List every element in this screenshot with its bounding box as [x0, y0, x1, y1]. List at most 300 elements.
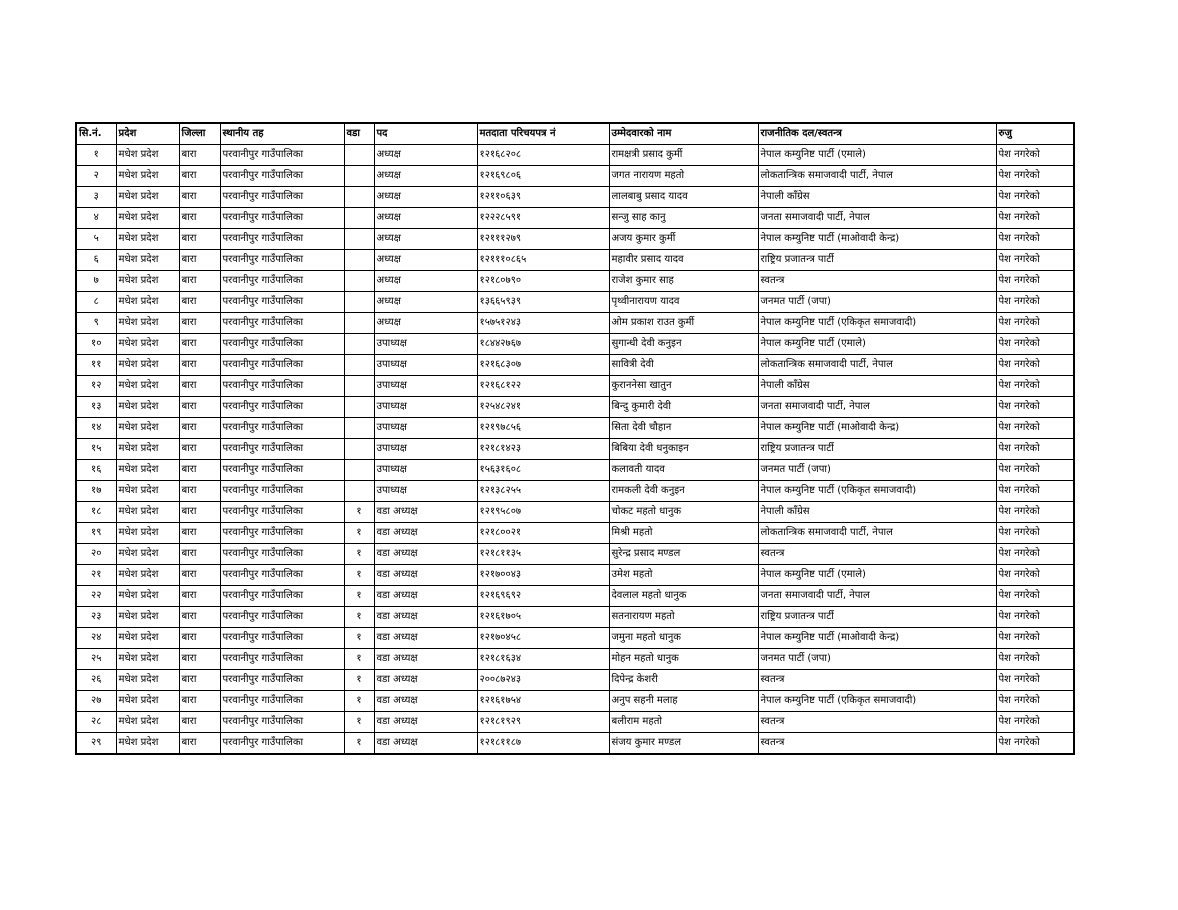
candidate-table: [75, 122, 1075, 755]
cell-province: मधेश प्रदेश: [116, 292, 179, 313]
table-row: [76, 418, 1074, 439]
cell-province: मधेश प्रदेश: [116, 208, 179, 229]
cell-local-level: परवानीपुर गाउँपालिका: [220, 145, 344, 166]
cell-serial: ९: [76, 313, 116, 334]
cell-party: स्वतन्त्र: [758, 544, 996, 565]
cell-local-level: परवानीपुर गाउँपालिका: [220, 418, 344, 439]
cell-serial: ७: [76, 271, 116, 292]
table-row: [76, 439, 1074, 460]
cell-post: वडा अध्यक्ष: [374, 691, 477, 712]
table-row: [76, 733, 1074, 755]
cell-voter-id: १२१८११३५: [477, 544, 609, 565]
cell-candidate-name: सावित्री देवी: [609, 355, 758, 376]
cell-district: बारा: [179, 145, 220, 166]
cell-candidate-name: बिबिया देवी धनुकाइन: [609, 439, 758, 460]
cell-serial: ६: [76, 250, 116, 271]
cell-ward: [344, 313, 374, 334]
cell-province: मधेश प्रदेश: [116, 649, 179, 670]
cell-serial: २५: [76, 649, 116, 670]
cell-candidate-name: सुरेन्द्र प्रसाद मण्डल: [609, 544, 758, 565]
cell-voter-id: १५६३१६०८: [477, 460, 609, 481]
cell-candidate-name: मिश्री महतो: [609, 523, 758, 544]
cell-voter-id: १२१६१७०५: [477, 607, 609, 628]
cell-status: पेश नगरेको: [996, 145, 1074, 166]
cell-province: मधेश प्रदेश: [116, 628, 179, 649]
cell-province: मधेश प्रदेश: [116, 670, 179, 691]
cell-status: पेश नगरेको: [996, 670, 1074, 691]
cell-voter-id: १२१६८१२२: [477, 376, 609, 397]
cell-post: वडा अध्यक्ष: [374, 523, 477, 544]
cell-voter-id: १२१८११८७: [477, 733, 609, 755]
cell-voter-id: १२१३८२५५: [477, 481, 609, 502]
cell-province: मधेश प्रदेश: [116, 502, 179, 523]
cell-party: जनता समाजवादी पार्टी, नेपाल: [758, 208, 996, 229]
cell-party: लोकतान्त्रिक समाजवादी पार्टी, नेपाल: [758, 166, 996, 187]
cell-district: बारा: [179, 691, 220, 712]
cell-post: उपाध्यक्ष: [374, 418, 477, 439]
cell-status: पेश नगरेको: [996, 229, 1074, 250]
cell-post: अध्यक्ष: [374, 292, 477, 313]
cell-local-level: परवानीपुर गाउँपालिका: [220, 355, 344, 376]
cell-post: उपाध्यक्ष: [374, 481, 477, 502]
cell-candidate-name: सन्जु साह कानु: [609, 208, 758, 229]
cell-serial: १७: [76, 481, 116, 502]
cell-serial: १५: [76, 439, 116, 460]
cell-district: बारा: [179, 250, 220, 271]
cell-ward: १: [344, 691, 374, 712]
table-row: [76, 355, 1074, 376]
cell-status: पेश नगरेको: [996, 208, 1074, 229]
cell-local-level: परवानीपुर गाउँपालिका: [220, 565, 344, 586]
cell-province: मधेश प्रदेश: [116, 439, 179, 460]
cell-post: उपाध्यक्ष: [374, 376, 477, 397]
cell-post: वडा अध्यक्ष: [374, 712, 477, 733]
cell-voter-id: १५७५१२४३: [477, 313, 609, 334]
cell-province: मधेश प्रदेश: [116, 733, 179, 755]
cell-voter-id: १२१८००२१: [477, 523, 609, 544]
cell-province: मधेश प्रदेश: [116, 250, 179, 271]
cell-candidate-name: बलीराम महतो: [609, 712, 758, 733]
cell-ward: १: [344, 586, 374, 607]
cell-province: मधेश प्रदेश: [116, 397, 179, 418]
cell-ward: [344, 229, 374, 250]
cell-voter-id: १२१७०४५८: [477, 628, 609, 649]
cell-local-level: परवानीपुर गाउँपालिका: [220, 649, 344, 670]
table-row: [76, 145, 1074, 166]
table-row: [76, 229, 1074, 250]
table-header-row: [76, 123, 1074, 145]
cell-post: अध्यक्ष: [374, 313, 477, 334]
cell-candidate-name: महावीर प्रसाद यादव: [609, 250, 758, 271]
table-row: [76, 271, 1074, 292]
cell-ward: [344, 376, 374, 397]
cell-status: पेश नगरेको: [996, 439, 1074, 460]
cell-province: मधेश प्रदेश: [116, 166, 179, 187]
cell-party: स्वतन्त्र: [758, 712, 996, 733]
cell-ward: १: [344, 523, 374, 544]
cell-ward: १: [344, 670, 374, 691]
cell-status: पेश नगरेको: [996, 712, 1074, 733]
cell-district: बारा: [179, 166, 220, 187]
cell-post: अध्यक्ष: [374, 229, 477, 250]
header-voter-id: मतदाता परिचयपत्र नं: [477, 123, 609, 145]
cell-status: पेश नगरेको: [996, 313, 1074, 334]
cell-post: उपाध्यक्ष: [374, 460, 477, 481]
table-row: [76, 460, 1074, 481]
header-local-level: स्थानीय तह: [220, 123, 344, 145]
cell-ward: [344, 481, 374, 502]
header-post: पद: [374, 123, 477, 145]
cell-local-level: परवानीपुर गाउँपालिका: [220, 187, 344, 208]
cell-party: जनमत पार्टी (जपा): [758, 460, 996, 481]
cell-party: नेपाल कम्युनिष्ट पार्टी (एमाले): [758, 145, 996, 166]
table-row: [76, 292, 1074, 313]
cell-candidate-name: कलावती यादव: [609, 460, 758, 481]
cell-ward: १: [344, 712, 374, 733]
cell-post: वडा अध्यक्ष: [374, 628, 477, 649]
cell-party: स्वतन्त्र: [758, 271, 996, 292]
cell-ward: १: [344, 733, 374, 755]
cell-status: पेश नगरेको: [996, 523, 1074, 544]
cell-candidate-name: चोकट महतो धानुक: [609, 502, 758, 523]
cell-serial: १०: [76, 334, 116, 355]
cell-district: बारा: [179, 418, 220, 439]
cell-province: मधेश प्रदेश: [116, 355, 179, 376]
table-row: [76, 166, 1074, 187]
cell-post: वडा अध्यक्ष: [374, 502, 477, 523]
cell-district: बारा: [179, 523, 220, 544]
cell-local-level: परवानीपुर गाउँपालिका: [220, 544, 344, 565]
cell-status: पेश नगरेको: [996, 691, 1074, 712]
cell-voter-id: १२१६९६९२: [477, 586, 609, 607]
cell-local-level: परवानीपुर गाउँपालिका: [220, 460, 344, 481]
cell-local-level: परवानीपुर गाउँपालिका: [220, 166, 344, 187]
header-province: प्रदेश: [116, 123, 179, 145]
cell-province: मधेश प्रदेश: [116, 271, 179, 292]
cell-voter-id: २००८७२४३: [477, 670, 609, 691]
cell-voter-id: १२१९७८५६: [477, 418, 609, 439]
cell-local-level: परवानीपुर गाउँपालिका: [220, 292, 344, 313]
cell-post: उपाध्यक्ष: [374, 355, 477, 376]
cell-local-level: परवानीपुर गाउँपालिका: [220, 376, 344, 397]
cell-local-level: परवानीपुर गाउँपालिका: [220, 208, 344, 229]
cell-district: बारा: [179, 292, 220, 313]
cell-serial: ३: [76, 187, 116, 208]
cell-post: वडा अध्यक्ष: [374, 544, 477, 565]
cell-party: राष्ट्रिय प्रजातन्त्र पार्टी: [758, 250, 996, 271]
cell-party: नेपाल कम्युनिष्ट पार्टी (एकिकृत समाजवादी): [758, 313, 996, 334]
cell-ward: [344, 208, 374, 229]
cell-voter-id: १२१९५८०७: [477, 502, 609, 523]
cell-ward: [344, 439, 374, 460]
cell-district: बारा: [179, 334, 220, 355]
cell-voter-id: १२१६८३०७: [477, 355, 609, 376]
cell-district: बारा: [179, 733, 220, 755]
cell-candidate-name: लालबाबु प्रसाद यादव: [609, 187, 758, 208]
cell-ward: [344, 250, 374, 271]
cell-district: बारा: [179, 586, 220, 607]
cell-party: नेपाली काँग्रेस: [758, 502, 996, 523]
cell-party: राष्ट्रिय प्रजातन्त्र पार्टी: [758, 439, 996, 460]
cell-candidate-name: राजेश कुमार साह: [609, 271, 758, 292]
cell-district: बारा: [179, 460, 220, 481]
cell-serial: ४: [76, 208, 116, 229]
cell-local-level: परवानीपुर गाउँपालिका: [220, 691, 344, 712]
cell-serial: १४: [76, 418, 116, 439]
cell-district: बारा: [179, 397, 220, 418]
cell-ward: [344, 355, 374, 376]
header-serial: सि.नं.: [76, 123, 116, 145]
cell-district: बारा: [179, 607, 220, 628]
cell-province: मधेश प्रदेश: [116, 418, 179, 439]
cell-candidate-name: मोहन महतो धानुक: [609, 649, 758, 670]
cell-post: अध्यक्ष: [374, 250, 477, 271]
cell-district: बारा: [179, 376, 220, 397]
cell-party: जनमत पार्टी (जपा): [758, 292, 996, 313]
cell-province: मधेश प्रदेश: [116, 187, 179, 208]
cell-serial: २४: [76, 628, 116, 649]
table-row: [76, 712, 1074, 733]
cell-status: पेश नगरेको: [996, 628, 1074, 649]
cell-status: पेश नगरेको: [996, 586, 1074, 607]
cell-local-level: परवानीपुर गाउँपालिका: [220, 481, 344, 502]
cell-district: बारा: [179, 355, 220, 376]
cell-serial: २६: [76, 670, 116, 691]
cell-province: मधेश प्रदेश: [116, 313, 179, 334]
cell-candidate-name: जमुना महतो धानुक: [609, 628, 758, 649]
cell-candidate-name: दिपेन्द्र केशरी: [609, 670, 758, 691]
cell-province: मधेश प्रदेश: [116, 544, 179, 565]
cell-serial: १२: [76, 376, 116, 397]
cell-district: बारा: [179, 439, 220, 460]
table-row: [76, 628, 1074, 649]
cell-district: बारा: [179, 187, 220, 208]
cell-party: नेपाल कम्युनिष्ट पार्टी (एकिकृत समाजवादी): [758, 481, 996, 502]
cell-party: नेपाल कम्युनिष्ट पार्टी (माओवादी केन्द्र): [758, 418, 996, 439]
cell-post: उपाध्यक्ष: [374, 439, 477, 460]
cell-local-level: परवानीपुर गाउँपालिका: [220, 670, 344, 691]
cell-voter-id: १२११०६३९: [477, 187, 609, 208]
cell-post: उपाध्यक्ष: [374, 397, 477, 418]
cell-voter-id: १२१८०७९०: [477, 271, 609, 292]
cell-province: मधेश प्रदेश: [116, 712, 179, 733]
cell-district: बारा: [179, 712, 220, 733]
cell-party: जनता समाजवादी पार्टी, नेपाल: [758, 397, 996, 418]
cell-party: लोकतान्त्रिक समाजवादी पार्टी, नेपाल: [758, 355, 996, 376]
cell-serial: १६: [76, 460, 116, 481]
cell-local-level: परवानीपुर गाउँपालिका: [220, 607, 344, 628]
header-party: राजनीतिक दल/स्वतन्त्र: [758, 123, 996, 145]
table-row: [76, 691, 1074, 712]
cell-ward: १: [344, 565, 374, 586]
cell-province: मधेश प्रदेश: [116, 334, 179, 355]
cell-post: वडा अध्यक्ष: [374, 733, 477, 755]
cell-voter-id: १८४४२७६७: [477, 334, 609, 355]
cell-voter-id: १२१८१९२९: [477, 712, 609, 733]
cell-candidate-name: पृथ्वीनारायण यादव: [609, 292, 758, 313]
cell-ward: [344, 187, 374, 208]
cell-voter-id: १२१८१६३४: [477, 649, 609, 670]
table-row: [76, 670, 1074, 691]
cell-serial: ११: [76, 355, 116, 376]
cell-province: मधेश प्रदेश: [116, 523, 179, 544]
table-row: [76, 586, 1074, 607]
cell-serial: ५: [76, 229, 116, 250]
cell-candidate-name: जगत नारायण महतो: [609, 166, 758, 187]
header-status: रुजु: [996, 123, 1074, 145]
cell-party: नेपाल कम्युनिष्ट पार्टी (माओवादी केन्द्र): [758, 229, 996, 250]
cell-voter-id: १२१६९८०६: [477, 166, 609, 187]
cell-party: नेपाली काँग्रेस: [758, 376, 996, 397]
cell-party: नेपाल कम्युनिष्ट पार्टी (एमाले): [758, 334, 996, 355]
cell-voter-id: १२१११२७९: [477, 229, 609, 250]
cell-status: पेश नगरेको: [996, 565, 1074, 586]
cell-district: बारा: [179, 208, 220, 229]
header-district: जिल्ला: [179, 123, 220, 145]
cell-post: वडा अध्यक्ष: [374, 670, 477, 691]
table-row: [76, 208, 1074, 229]
cell-candidate-name: उमेश महतो: [609, 565, 758, 586]
cell-status: पेश नगरेको: [996, 376, 1074, 397]
table-row: [76, 502, 1074, 523]
cell-status: पेश नगरेको: [996, 733, 1074, 755]
cell-status: पेश नगरेको: [996, 334, 1074, 355]
cell-local-level: परवानीपुर गाउँपालिका: [220, 439, 344, 460]
cell-post: अध्यक्ष: [374, 187, 477, 208]
cell-candidate-name: अजय कुमार कुर्मी: [609, 229, 758, 250]
cell-voter-id: १२१६८२०८: [477, 145, 609, 166]
cell-serial: २३: [76, 607, 116, 628]
cell-district: बारा: [179, 565, 220, 586]
cell-post: अध्यक्ष: [374, 208, 477, 229]
header-candidate-name: उम्मेदवारको नाम: [609, 123, 758, 145]
cell-status: पेश नगरेको: [996, 649, 1074, 670]
cell-district: बारा: [179, 649, 220, 670]
cell-province: मधेश प्रदेश: [116, 481, 179, 502]
cell-local-level: परवानीपुर गाउँपालिका: [220, 250, 344, 271]
cell-candidate-name: रामकली देवी कनुइन: [609, 481, 758, 502]
cell-voter-id: १२२२८५९१: [477, 208, 609, 229]
cell-status: पेश नगरेको: [996, 271, 1074, 292]
table-row: [76, 250, 1074, 271]
cell-district: बारा: [179, 502, 220, 523]
cell-party: स्वतन्त्र: [758, 670, 996, 691]
table-row: [76, 523, 1074, 544]
cell-ward: [344, 271, 374, 292]
cell-serial: १९: [76, 523, 116, 544]
cell-party: लोकतान्त्रिक समाजवादी पार्टी, नेपाल: [758, 523, 996, 544]
cell-province: मधेश प्रदेश: [116, 460, 179, 481]
cell-ward: १: [344, 502, 374, 523]
cell-status: पेश नगरेको: [996, 355, 1074, 376]
cell-district: बारा: [179, 544, 220, 565]
cell-candidate-name: देवलाल महतो धानुक: [609, 586, 758, 607]
cell-local-level: परवानीपुर गाउँपालिका: [220, 523, 344, 544]
cell-candidate-name: सिता देवी चौहान: [609, 418, 758, 439]
table-row: [76, 649, 1074, 670]
cell-party: नेपाल कम्युनिष्ट पार्टी (एकिकृत समाजवादी): [758, 691, 996, 712]
cell-ward: [344, 418, 374, 439]
cell-local-level: परवानीपुर गाउँपालिका: [220, 334, 344, 355]
cell-party: स्वतन्त्र: [758, 733, 996, 755]
cell-candidate-name: सतनारायण महतो: [609, 607, 758, 628]
table-row: [76, 565, 1074, 586]
cell-local-level: परवानीपुर गाउँपालिका: [220, 271, 344, 292]
cell-ward: [344, 166, 374, 187]
cell-status: पेश नगरेको: [996, 544, 1074, 565]
cell-serial: २१: [76, 565, 116, 586]
table-row: [76, 313, 1074, 334]
cell-district: बारा: [179, 229, 220, 250]
cell-post: अध्यक्ष: [374, 166, 477, 187]
cell-post: अध्यक्ष: [374, 145, 477, 166]
cell-voter-id: १२१७००४३: [477, 565, 609, 586]
table-row: [76, 481, 1074, 502]
cell-candidate-name: कुराननेसा खातुन: [609, 376, 758, 397]
cell-ward: [344, 460, 374, 481]
cell-post: वडा अध्यक्ष: [374, 586, 477, 607]
cell-party: नेपाल कम्युनिष्ट पार्टी (एमाले): [758, 565, 996, 586]
cell-post: वडा अध्यक्ष: [374, 565, 477, 586]
cell-ward: १: [344, 628, 374, 649]
cell-local-level: परवानीपुर गाउँपालिका: [220, 733, 344, 755]
cell-province: मधेश प्रदेश: [116, 145, 179, 166]
cell-serial: ८: [76, 292, 116, 313]
cell-serial: १३: [76, 397, 116, 418]
cell-ward: १: [344, 544, 374, 565]
table-row: [76, 187, 1074, 208]
header-ward: वडा: [344, 123, 374, 145]
cell-serial: २८: [76, 712, 116, 733]
cell-district: बारा: [179, 628, 220, 649]
cell-serial: २२: [76, 586, 116, 607]
cell-ward: [344, 292, 374, 313]
table-row: [76, 544, 1074, 565]
cell-status: पेश नगरेको: [996, 292, 1074, 313]
cell-voter-id: १२१६१७५४: [477, 691, 609, 712]
cell-voter-id: १३६६५९३९: [477, 292, 609, 313]
cell-candidate-name: ओम प्रकाश राउत कुर्मी: [609, 313, 758, 334]
cell-province: मधेश प्रदेश: [116, 376, 179, 397]
cell-province: मधेश प्रदेश: [116, 565, 179, 586]
table-row: [76, 376, 1074, 397]
cell-candidate-name: बिन्दु कुमारी देवी: [609, 397, 758, 418]
cell-status: पेश नगरेको: [996, 418, 1074, 439]
cell-status: पेश नगरेको: [996, 481, 1074, 502]
cell-voter-id: १२१८१४२३: [477, 439, 609, 460]
cell-post: अध्यक्ष: [374, 271, 477, 292]
cell-status: पेश नगरेको: [996, 397, 1074, 418]
cell-status: पेश नगरेको: [996, 187, 1074, 208]
cell-voter-id: १२५४८२४१: [477, 397, 609, 418]
cell-province: मधेश प्रदेश: [116, 229, 179, 250]
cell-status: पेश नगरेको: [996, 250, 1074, 271]
cell-ward: [344, 145, 374, 166]
cell-status: पेश नगरेको: [996, 607, 1074, 628]
cell-district: बारा: [179, 481, 220, 502]
cell-post: वडा अध्यक्ष: [374, 649, 477, 670]
cell-party: नेपाल कम्युनिष्ट पार्टी (माओवादी केन्द्र): [758, 628, 996, 649]
cell-ward: [344, 397, 374, 418]
cell-serial: २०: [76, 544, 116, 565]
cell-local-level: परवानीपुर गाउँपालिका: [220, 502, 344, 523]
cell-district: बारा: [179, 313, 220, 334]
table-row: [76, 334, 1074, 355]
cell-ward: १: [344, 607, 374, 628]
cell-candidate-name: रामक्षत्री प्रसाद कुर्मी: [609, 145, 758, 166]
cell-serial: १: [76, 145, 116, 166]
cell-status: पेश नगरेको: [996, 166, 1074, 187]
